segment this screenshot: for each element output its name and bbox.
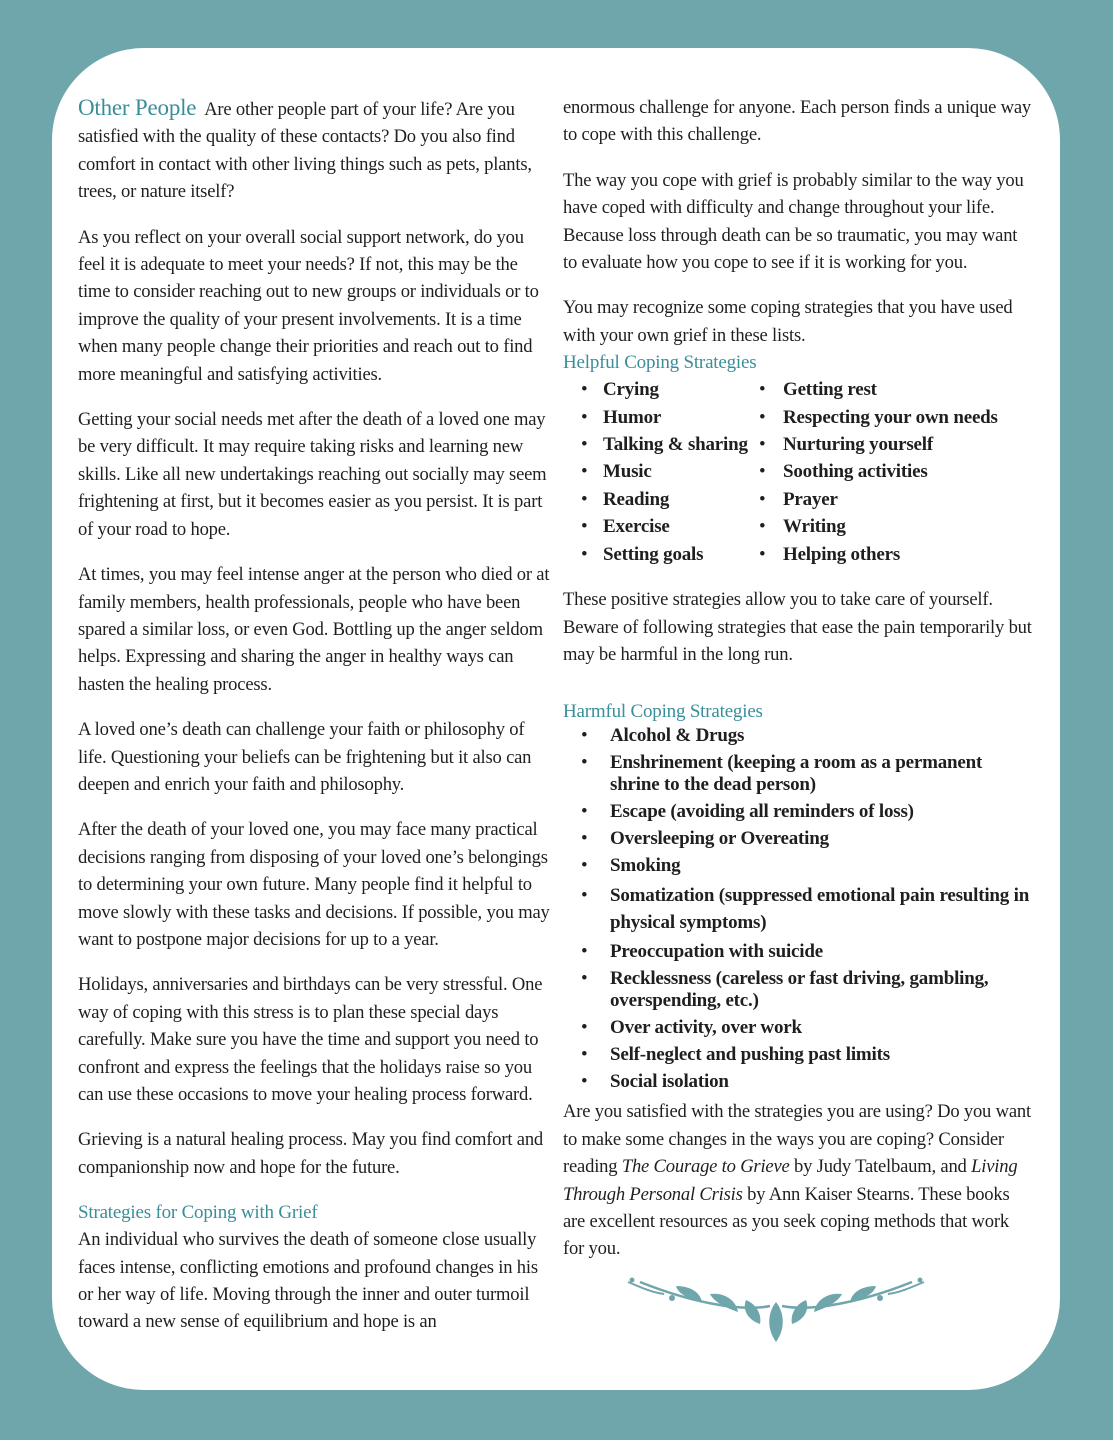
closing-text-c: by Ann Kaiser Stearns. These books are excellent resources as you seek coping methods that work for you. <box>563 1183 1010 1260</box>
harmful-list <box>563 725 1033 1093</box>
list-item: • Nurturing yourself <box>753 431 998 458</box>
strategies-paragraph: An individual who survives the death of someone close usually faces intense, conflicting emotions and profound changes in his or her way of life. Moving through the inner and outer turmoil toward a new sense of equilibrium and hope is an <box>78 1229 538 1333</box>
list-item: • Over activity, over work <box>563 1017 1033 1039</box>
decisions-paragraph: After the death of your loved one, you may face many practical decisions ranging from disposing of your loved one’s belongings to determining your own future. Many people find it helpful to move slowly with these tasks and decisions. If possible, you may want to postpone major decisions for up to a year. <box>78 819 550 950</box>
list-item: • Exercise <box>563 513 753 540</box>
other-people-heading: Other People <box>78 95 197 120</box>
list-item: • Music <box>563 458 753 485</box>
list-item: • Smoking <box>563 855 1033 877</box>
closing-text-b: by Judy Tatelbaum, and <box>789 1156 972 1178</box>
list-item: • Humor <box>563 404 753 431</box>
harmful-heading: Harmful Coping Strategies <box>563 701 763 723</box>
list-item: • Respecting your own needs <box>753 404 998 431</box>
helpful-list-col1 <box>563 376 753 568</box>
list-item: • Recklessness (careless or fast driving, gambling, overspending, etc.) <box>563 968 1033 1012</box>
anger-paragraph: At times, you may feel intense anger at the person who died or at family members, health professionals, people who have been spared a similar loss, or even God. Bottling up the anger seldom helps. Expressing and sharing the anger in healthy ways can hasten the healing process. <box>78 564 550 695</box>
list-item: • Escape (avoiding all reminders of loss) <box>563 801 1033 823</box>
list-item: • Crying <box>563 376 753 403</box>
list-item: • Preoccupation with suicide <box>563 941 1033 963</box>
helpful-heading: Helpful Coping Strategies <box>563 352 757 374</box>
left-column <box>78 94 550 1354</box>
list-item: • Prayer <box>753 486 998 513</box>
list-item: • Reading <box>563 486 753 513</box>
list-item: • Soothing activities <box>753 458 998 485</box>
list-item: • Getting rest <box>753 376 998 403</box>
closing-paragraph <box>563 1098 1033 1262</box>
grieving-paragraph: Grieving is a natural healing process. May you find comfort and companionship now and hope for the future. <box>78 1129 544 1178</box>
list-item: • Helping others <box>753 541 998 568</box>
helpful-list <box>563 376 1033 568</box>
social-network-paragraph: As you reflect on your overall social support network, do you feel it is adequate to meet your needs? If not, this may be the time to consider reaching out to new groups or individuals or to improve the quality of your present involvements. It is a time when many people change their priorities and reach out to find more meaningful and satisfying activities. <box>78 226 539 385</box>
book-title-2: Living Through Personal Crisis <box>563 1156 1018 1205</box>
list-item: • Oversleeping or Overeating <box>563 828 1033 850</box>
positive-strategies-paragraph: These positive strategies allow you to take care of yourself. Beware of following strategies that ease the pain temporarily but may be harmful in the long run. <box>563 589 1032 665</box>
book-title-1: The Courage to Grieve <box>621 1156 790 1178</box>
list-item: • Somatization (suppressed emotional pain resulting in physical symptoms) <box>563 882 1033 936</box>
leaf-flourish-icon <box>620 1272 932 1344</box>
helpful-list-col2 <box>753 376 998 568</box>
other-people-text: Are other people part of your life? Are you satisfied with the quality of these contacts? Do you also find comfort in contact with other living things such as pets, plants, trees, or nature itself? <box>78 99 532 203</box>
list-item: • Enshrinement (keeping a room as a permanent shrine to the dead person) <box>563 752 1033 796</box>
closing-text-a: Are you satisfied with the strategies you are using? Do you want to make some changes in the ways you are coping? Consider reading <box>563 1101 1031 1178</box>
cope-paragraph: The way you cope with grief is probably similar to the way you have coped with difficulty and change throughout your life. Because loss through death can be so traumatic, you may want to evaluate how you cope to see if it is working for you. <box>563 169 1024 274</box>
challenge-paragraph: enormous challenge for anyone. Each person finds a unique way to cope with this challenge. <box>563 97 1031 146</box>
social-needs-paragraph: Getting your social needs met after the death of a loved one may be very difficult. It may require taking risks and learning new skills. Like all new undertakings reaching out socially may seem frightening at first, but it becomes easier as you persist. It is part of your road to hope. <box>78 409 547 540</box>
holidays-paragraph: Holidays, anniversaries and birthdays can be very stressful. One way of coping with this stress is to plan these special days carefully. Make sure you have the time and support you need to confront and express the feelings that the holidays raise so you can use these occasions to move your healing process forward. <box>78 974 543 1105</box>
list-item: • Writing <box>753 513 998 540</box>
faith-paragraph: A loved one’s death can challenge your faith or philosophy of life. Questioning your beliefs can be frightening but it also can deepen and enrich your faith and philosophy. <box>78 719 532 795</box>
other-people-paragraph <box>78 94 550 206</box>
list-item: • Alcohol & Drugs <box>563 725 1033 747</box>
list-item: • Self-neglect and pushing past limits <box>563 1044 1033 1066</box>
list-item: • Talking & sharing <box>563 431 753 458</box>
strategies-heading: Strategies for Coping with Grief <box>78 1202 318 1224</box>
list-item: • Setting goals <box>563 541 753 568</box>
right-column <box>563 94 1033 1281</box>
list-item: • Social isolation <box>563 1071 1033 1093</box>
recognize-paragraph: You may recognize some coping strategies that you have used with your own grief in these lists. <box>563 297 1013 346</box>
